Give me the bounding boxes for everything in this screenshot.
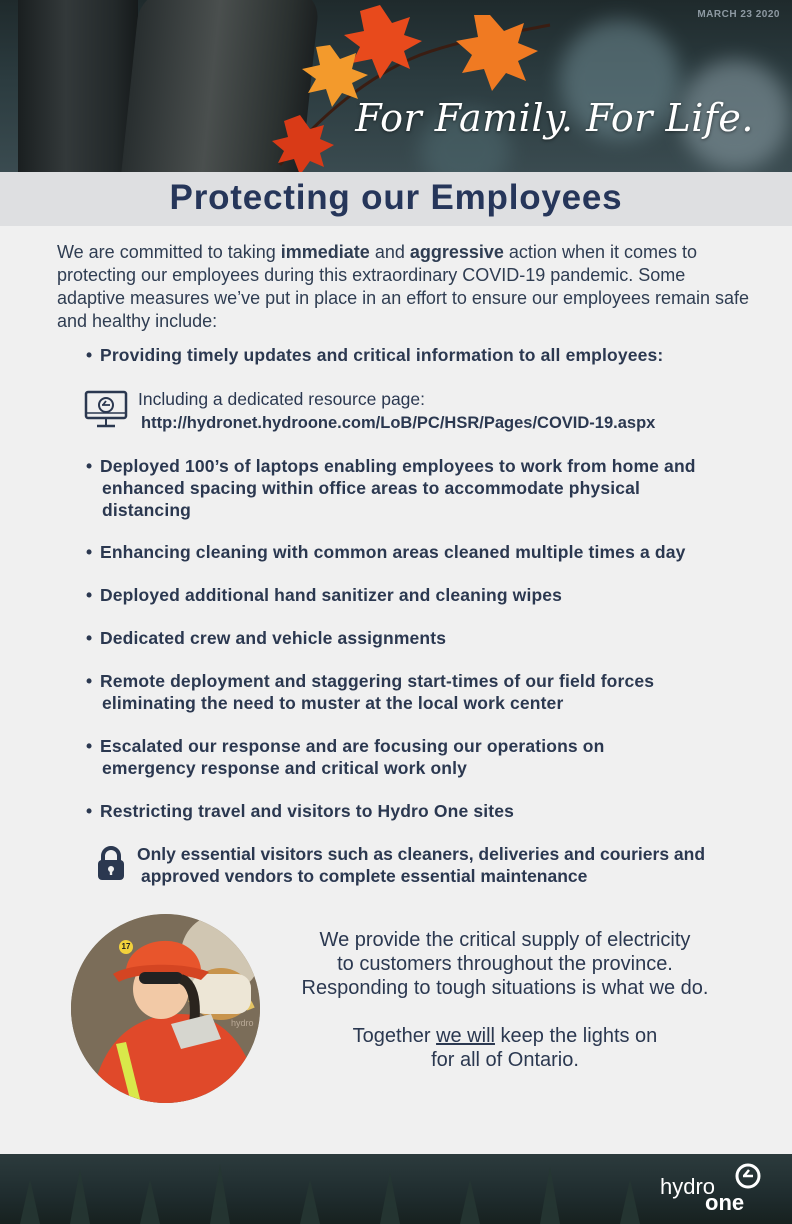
bullet-item (86, 627, 446, 649)
hydro-one-logo (660, 1160, 770, 1216)
bullet-dot: • (86, 736, 93, 756)
bullet-text: Dedicated crew and vehicle assignments (100, 628, 447, 648)
closing-line: We provide the critical supply of electricity (319, 929, 691, 951)
intro-text: We are committed to taking (57, 242, 281, 262)
bullet-text: Providing timely updates and critical information to all employees: (100, 345, 664, 365)
closing-text: keep the lights on (494, 1025, 658, 1047)
tree-silhouette (20, 1179, 40, 1224)
bullet-dot: • (86, 585, 93, 605)
bullet-text: enhanced spacing within office areas to accommodate physical (102, 478, 641, 498)
worker-illustration (71, 914, 260, 1103)
bullet-dot: • (86, 801, 93, 821)
closing-line: to customers throughout the province. (337, 953, 673, 975)
bullet-text: Deployed additional hand sanitizer and cleaning wipes (100, 585, 563, 605)
logo-word: hydro (660, 1174, 716, 1199)
tree-silhouette (140, 1179, 160, 1224)
bullet-item (86, 455, 696, 521)
bullet-item (86, 584, 562, 606)
bullet-item (86, 541, 685, 563)
bullet-text: distancing (102, 500, 192, 520)
resource-label: Including a dedicated resource page: (138, 389, 426, 409)
intro-emphasis: immediate (280, 242, 370, 262)
closing-line (270, 1024, 740, 1048)
tree-silhouette (300, 1179, 320, 1224)
visitors-note-line: approved vendors to complete essential maintenance (141, 866, 588, 886)
bullet-text: Remote deployment and staggering start-times of our field forces (100, 671, 655, 691)
tree-trunk (18, 0, 138, 172)
tree-silhouette (460, 1179, 480, 1224)
bullet-item (86, 800, 514, 822)
bullet-dot: • (86, 671, 93, 691)
closing-line: Responding to tough situations is what we do. (301, 977, 709, 999)
tree-silhouette (210, 1164, 230, 1224)
jacket-text: hydro (231, 1018, 254, 1028)
page-title: Protecting our Employees (169, 178, 623, 217)
worker-photo (71, 914, 260, 1103)
intro-paragraph (57, 241, 757, 333)
bullet-text: emergency response and critical work only (102, 758, 468, 778)
closing-emphasis: we will (436, 1025, 495, 1047)
resource-url-link[interactable]: http://hydronet.hydroone.com/LoB/PC/HSR/Pages/COVID-19.aspx (141, 414, 656, 432)
logo-mark-icon (734, 1162, 764, 1190)
bullet-dot: • (86, 345, 93, 365)
helmet-number: 17 (119, 940, 133, 954)
bullet-dot: • (86, 628, 93, 648)
closing-text: Together (352, 1025, 437, 1047)
bullet-dot: • (86, 542, 93, 562)
tree-silhouette (540, 1166, 560, 1224)
bullet-text: eliminating the need to muster at the local work center (102, 693, 564, 713)
lock-icon (96, 846, 126, 882)
intro-text: action when it comes to protecting our employees during this extraordinary COVID-19 pandemic. Some adaptive measures we’ve put in place in an effort to ensure our employees remain safe and healthy include: (57, 242, 750, 331)
bullet-item (86, 670, 654, 714)
bullet-text: Escalated our response and are focusing our operations on (100, 736, 605, 756)
bullet-dot: • (86, 456, 93, 476)
tree-silhouette (620, 1179, 640, 1224)
maple-leaves-icon (260, 0, 600, 172)
tree-silhouette (380, 1172, 400, 1224)
header-banner (0, 0, 792, 172)
bullet-item (86, 344, 663, 366)
date-label: MARCH 23 2020 (697, 9, 780, 20)
tree-silhouette (70, 1169, 90, 1224)
visitors-note-line: Only essential visitors such as cleaners, deliveries and couriers and (137, 844, 706, 864)
logo-word: one (705, 1190, 745, 1215)
bullet-text: Enhancing cleaning with common areas cleaned multiple times a day (100, 542, 686, 562)
intro-emphasis: aggressive (409, 242, 504, 262)
bullet-text: Restricting travel and visitors to Hydro One sites (100, 801, 514, 821)
bullet-text: Deployed 100’s of laptops enabling employees to work from home and (100, 456, 696, 476)
computer-monitor-icon (84, 390, 128, 430)
intro-text: and (369, 242, 410, 262)
bullet-item (86, 735, 605, 779)
slogan: For Family. For Life. (355, 96, 754, 140)
closing-line: for all of Ontario. (431, 1049, 579, 1071)
